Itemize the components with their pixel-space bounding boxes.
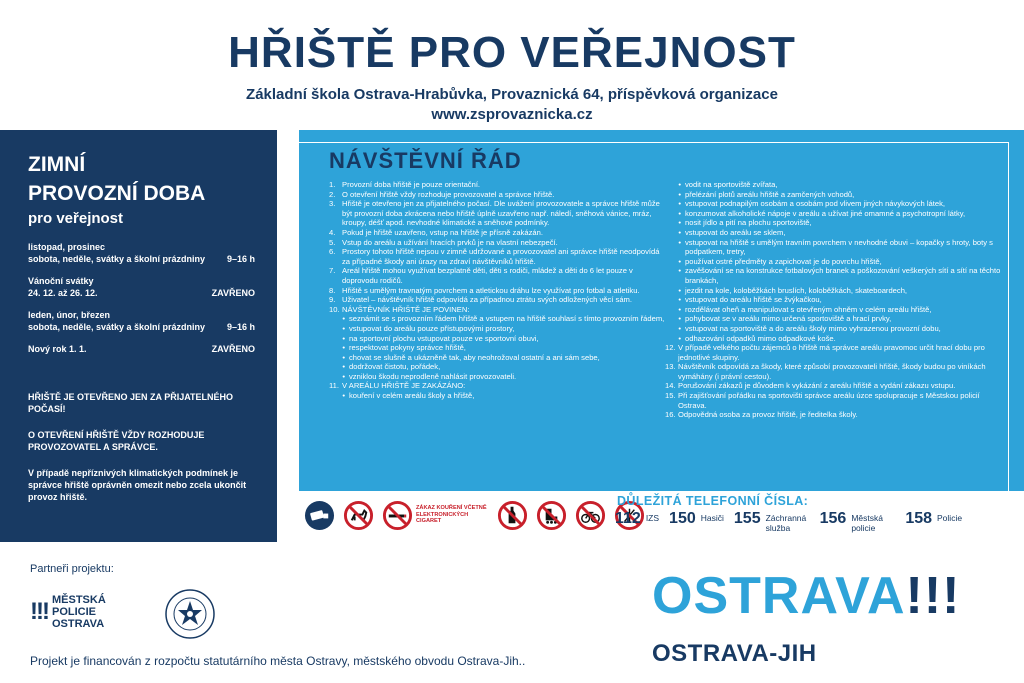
- rule-number: •: [678, 304, 681, 314]
- rule-item: [329, 247, 669, 266]
- rule-number: 6.: [329, 247, 336, 257]
- schedule-detail: 24. 12. až 26. 12.: [28, 288, 98, 298]
- rule-text: Hřiště s umělým travnatým povrchem a atletickou dráhu lze využívat pro fotbal a atletiku.: [342, 285, 640, 295]
- rule-text: kouření v celém areálu školy a hřiště,: [349, 391, 475, 401]
- schedule-row: [28, 343, 255, 355]
- rule-text: odhazování odpadků mimo odpadkové koše.: [685, 333, 836, 343]
- rule-number: •: [678, 314, 681, 324]
- rule-text: přelézání plotů areálu hřiště a zamčených vchodů,: [685, 189, 855, 199]
- rule-item: [665, 238, 1005, 257]
- rule-text: Porušování zákazů je důvodem k vykázání z areálu hřiště a vydání zákazu vstupu.: [678, 381, 956, 391]
- schedule-time: ZAVŘENO: [211, 288, 255, 298]
- ostrava-jih-label: OSTRAVA-JIH: [652, 640, 817, 667]
- rule-text: vstupovat podnapilým osobám a osobám pod vlivem jiných návykových látek,: [685, 199, 946, 209]
- schedule-time: 9–16 h: [226, 322, 255, 332]
- rule-number: •: [342, 333, 345, 343]
- rule-text: vzniklou škodu neprodleně nahlásit provozovateli.: [349, 371, 517, 381]
- phone-label: Záchranná služba: [765, 513, 807, 533]
- rule-text: Vstup do areálu a užívání hracích prvků je na vlastní nebezpečí.: [342, 237, 558, 247]
- schedule-detail: sobota, neděle, svátky a školní prázdniny: [28, 322, 206, 332]
- rule-item: [329, 343, 669, 353]
- rule-number: 1.: [329, 180, 336, 189]
- rule-item: [665, 228, 1005, 238]
- rule-number: •: [342, 343, 345, 353]
- rule-item: [329, 353, 669, 363]
- rule-text: Areál hřiště mohou využívat bezplatně děti, děti s rodiči, mládež a děti do 6 let pouze v doprovodu rodičů.: [342, 266, 633, 285]
- rule-number: •: [678, 199, 681, 209]
- rule-number: 7.: [329, 266, 336, 276]
- rule-item: [329, 362, 669, 372]
- phone-label: Policie: [937, 513, 963, 523]
- rule-item: [329, 334, 669, 344]
- operator-notice: O OTEVŘENÍ HŘIŠTĚ VŽDY ROZHODUJE PROVOZOVATEL A SPRÁVCE.: [28, 430, 205, 452]
- rule-number: 10.: [329, 304, 340, 314]
- schedule-list: [28, 241, 255, 355]
- rule-number: •: [678, 189, 681, 199]
- rule-text: vstupovat do areálu pouze přístupovými prostory,: [349, 323, 515, 333]
- rule-item: [329, 295, 669, 305]
- phone-number: 155: [733, 510, 761, 527]
- rule-text: Odpovědná osoba za provoz hřiště, je ředitelka školy.: [678, 410, 858, 420]
- rule-text: vstupovat na hřiště s umělým travním povrchem v nevhodné obuvi – kopačky s hroty, boty s podpatkem, tretry,: [685, 237, 993, 257]
- weather-notice: HŘIŠTĚ JE OTEVŘENO JEN ZA PŘIJATELNÉHO POČASÍ!: [28, 392, 234, 414]
- rule-text: chovat se slušně a ukázněně tak, aby neohrožoval ostatní a ani sám sebe,: [349, 352, 600, 362]
- schedule-detail: sobota, neděle, svátky a školní prázdniny: [28, 254, 206, 264]
- rule-item: [329, 372, 669, 382]
- police-seal-icon: [164, 588, 216, 640]
- rule-item: [329, 381, 669, 391]
- rule-text: vstupovat do areálu se sklem,: [685, 227, 786, 237]
- phone-number: 112: [615, 510, 641, 527]
- rule-text: zavěšování se na konstrukce fotbalových branek a poškozování veškerých sítí a sítí na těchto brankách,: [685, 266, 1001, 285]
- rule-number: 9.: [329, 295, 336, 305]
- rule-number: 3.: [329, 199, 336, 209]
- phone-label: Hasiči: [700, 513, 724, 523]
- rule-number: 8.: [329, 285, 336, 295]
- rule-text: O otevření hřiště vždy rozhoduje provozovatel a správce hřiště.: [342, 189, 555, 199]
- schedule-row: [28, 275, 255, 299]
- phone-number: 158: [905, 510, 933, 527]
- rule-number: •: [678, 323, 681, 333]
- winter-hours-panel: [0, 130, 277, 542]
- rules-column-1: [329, 180, 669, 401]
- no-bicycle-icon: [575, 500, 606, 531]
- rule-number: •: [342, 314, 345, 324]
- rule-number: •: [342, 391, 345, 401]
- city-police-logo: [30, 594, 106, 630]
- rule-text: Návštěvník odpovídá za škody, které způsobí provozovateli hřiště, škody budou po viníkách vymáhány (i právní cestou).: [678, 362, 986, 381]
- rule-text: pohybovat se v areálu mimo určená sportoviště a hrací prvky,: [685, 314, 892, 324]
- rules-column-2: [665, 180, 1005, 420]
- rule-number: •: [678, 180, 681, 189]
- rule-text: vstupovat do areálu hřiště se žvýkačkou,: [685, 295, 822, 305]
- rule-item: [329, 314, 669, 324]
- rules-heading: NÁVŠTĚVNÍ ŘÁD: [329, 148, 522, 173]
- city-police-bang: !!!: [30, 598, 48, 625]
- ostrava-logo-bang: !!!: [905, 567, 961, 625]
- phone-entry: [669, 510, 724, 528]
- rule-item: [329, 286, 669, 296]
- rule-item: [329, 199, 669, 228]
- schedule-time: ZAVŘENO: [211, 344, 255, 354]
- rule-text: nosit jídlo a pití na plochu sportoviště,: [685, 218, 812, 228]
- schedule-period: Nový rok 1. 1.: [28, 344, 87, 354]
- rule-text: konzumovat alkoholické nápoje v areálu a užívat jiné omamné a psychotropní látky,: [685, 208, 966, 218]
- rule-text: V případě velkého počtu zájemců o hřiště má správce areálu pravomoc určit hrací dobu pro jednotlivé skupiny.: [678, 343, 985, 362]
- rule-item: [665, 180, 1005, 190]
- ostrava-logo: [652, 566, 960, 626]
- rule-item: [665, 324, 1005, 334]
- phone-label: Městská policie: [851, 513, 883, 533]
- rule-number: •: [342, 352, 345, 362]
- rule-text: používat ostré předměty a zapichovat je do povrchu hřiště,: [685, 256, 882, 266]
- school-name: Základní škola Ostrava-Hrabůvka, Provaznická 64, příspěvková organizace: [246, 86, 778, 103]
- rule-item: [329, 238, 669, 248]
- rule-text: jezdit na kole, koloběžkách bruslích, koloběžkách, skateboardech,: [685, 285, 908, 295]
- phone-entry: [615, 510, 659, 528]
- rule-number: 13.: [665, 362, 676, 372]
- rule-text: rozdělávat oheň a manipulovat s otevřeným ohněm v celém areálu hřiště,: [685, 304, 932, 314]
- ostrava-logo-text: OSTRAVA: [652, 567, 906, 625]
- rule-text: dodržovat čistotu, pořádek,: [349, 362, 441, 372]
- no-skates-icon: [536, 500, 567, 531]
- rule-text: Pokud je hřiště uzavřeno, vstup na hřiště je přísně zakázán.: [342, 227, 543, 237]
- rule-number: •: [678, 333, 681, 343]
- no-smoking-icon: [382, 500, 413, 531]
- city-police-line2: POLICIE: [51, 606, 96, 618]
- rule-number: •: [342, 362, 345, 372]
- schedule-row: [28, 241, 255, 265]
- rules-panel: [299, 130, 1024, 542]
- winter-subtitle: pro veřejnost: [28, 210, 124, 227]
- rule-number: •: [342, 323, 345, 333]
- schedule-period: Vánoční svátky: [28, 276, 94, 286]
- rule-item: [665, 218, 1005, 228]
- phones-heading: DŮLEŽITÁ TELEFONNÍ ČÍSLA:: [617, 494, 809, 508]
- rule-text: Prostory tohoto hřiště nejsou v zimně udržované a provozovatel ani správce hřiště neodpovídá za případné škody ani úrazy na zdraví návštěvníků hřiště.: [342, 247, 660, 266]
- rule-number: •: [342, 371, 345, 381]
- prohibition-icons: [299, 498, 648, 532]
- rule-number: 14.: [665, 381, 676, 391]
- school-website[interactable]: www.zsprovaznicka.cz: [431, 106, 593, 123]
- rule-text: Při zajišťování pořádku na sportovišti správce areálu úzce spolupracuje s Městskou policií Ostrava.: [678, 391, 980, 410]
- no-dogs-icon: [343, 500, 374, 531]
- rule-item: [665, 410, 1005, 420]
- no-smoking-label: ZÁKAZ KOUŘENÍ VČETNĚ ELEKTRONICKÝCH CIGARET: [416, 505, 487, 525]
- partners-label: Partneři projektu:: [30, 563, 114, 575]
- rule-number: 15.: [665, 391, 676, 401]
- schedule-period: listopad, prosinec: [28, 242, 106, 252]
- closure-notice: V případě nepříznivých klimatických podmínek je správce hřiště oprávněn omezit nebo zcela ukončit provoz hřiště.: [28, 468, 247, 502]
- poster-title: HŘIŠTĚ PRO VEŘEJNOST: [228, 28, 796, 77]
- phone-entry: [905, 510, 962, 528]
- schedule-row: [28, 309, 255, 333]
- rule-number: •: [678, 285, 681, 295]
- rule-text: Uživatel – návštěvník hřiště odpovídá za případnou ztrátu svých odložených věcí sám.: [342, 295, 632, 305]
- schedule-time: 9–16 h: [226, 254, 255, 264]
- no-alcohol-icon: [497, 500, 528, 531]
- rule-text: NÁVŠTĚVNÍK HŘIŠTĚ JE POVINEN:: [342, 304, 470, 314]
- rule-text: na sportovní plochu vstupovat pouze ve sportovní obuvi,: [349, 333, 539, 343]
- rule-number: •: [678, 237, 681, 247]
- rule-number: 11.: [329, 381, 339, 391]
- rule-item: [665, 305, 1005, 315]
- rule-text: Hřiště je otevřeno jen za přijatelného počasí. Dle uvážení provozovatele a správce hřiště může být provozní doba zkrácena nebo hřiště úplně uzavřeno např. náledí, sněhová vánice, mráz, kroupy, déšť apod. nevhodné klimatické a sněhové podmínky.: [342, 199, 660, 228]
- rule-number: 16.: [665, 410, 676, 420]
- rule-text: seznámit se s provozním řádem hřiště a vstupem na hřiště souhlasí s tímto provozním řádem,: [349, 314, 665, 324]
- rule-item: [665, 199, 1005, 209]
- rule-number: 2.: [329, 189, 336, 199]
- rule-item: [665, 257, 1005, 267]
- rule-number: •: [678, 208, 681, 218]
- rule-item: [329, 266, 669, 285]
- rule-number: •: [678, 295, 681, 305]
- phone-entry: [734, 510, 810, 533]
- rule-item: [665, 286, 1005, 296]
- rule-item: [665, 295, 1005, 305]
- rule-item: [329, 190, 669, 200]
- rule-text: Provozní doba hřiště je pouze orientační.: [342, 180, 481, 189]
- rule-item: [665, 334, 1005, 344]
- rule-item: [329, 228, 669, 238]
- city-police-line3: OSTRAVA: [51, 618, 105, 630]
- camera-icon: [304, 500, 335, 531]
- winter-title-line2: PROVOZNÍ DOBA: [28, 182, 206, 205]
- rule-number: 4.: [329, 227, 336, 237]
- rule-item: [665, 343, 1005, 362]
- rule-item: [329, 324, 669, 334]
- city-police-line1: MĚSTSKÁ: [51, 594, 106, 606]
- phones-list: [615, 510, 972, 533]
- rule-number: •: [678, 266, 681, 276]
- rule-number: •: [678, 218, 681, 228]
- winter-title-line1: ZIMNÍ: [28, 153, 86, 176]
- rule-item: [665, 190, 1005, 200]
- rule-item: [665, 391, 1005, 410]
- rule-item: [665, 314, 1005, 324]
- phone-number: 156: [819, 510, 847, 527]
- schedule-period: leden, únor, březen: [28, 310, 111, 320]
- rule-item: [329, 180, 669, 190]
- rule-number: 5.: [329, 237, 336, 247]
- funding-statement: Projekt je financován z rozpočtu statutárního města Ostravy, městského obvodu Ostrava-Jih..: [30, 654, 526, 668]
- phone-entry: [820, 510, 896, 533]
- rule-item: [665, 266, 1005, 285]
- rule-number: 12.: [665, 343, 676, 353]
- rule-number: •: [678, 227, 681, 237]
- phone-number: 150: [669, 510, 696, 527]
- rule-text: respektovat pokyny správce hřiště,: [349, 343, 466, 353]
- rule-text: vodit na sportoviště zvířata,: [685, 180, 778, 189]
- rule-text: V AREÁLU HŘIŠTĚ JE ZAKÁZÁNO:: [342, 381, 466, 391]
- rule-item: [329, 305, 669, 315]
- rule-number: •: [678, 256, 681, 266]
- rule-item: [665, 362, 1005, 381]
- rule-item: [329, 391, 669, 401]
- phone-label: IZS: [645, 513, 660, 523]
- rule-item: [665, 209, 1005, 219]
- rule-item: [665, 381, 1005, 391]
- rule-text: vstupovat na sportoviště a do areálu školy mimo vyhrazenou provozní dobu,: [685, 323, 941, 333]
